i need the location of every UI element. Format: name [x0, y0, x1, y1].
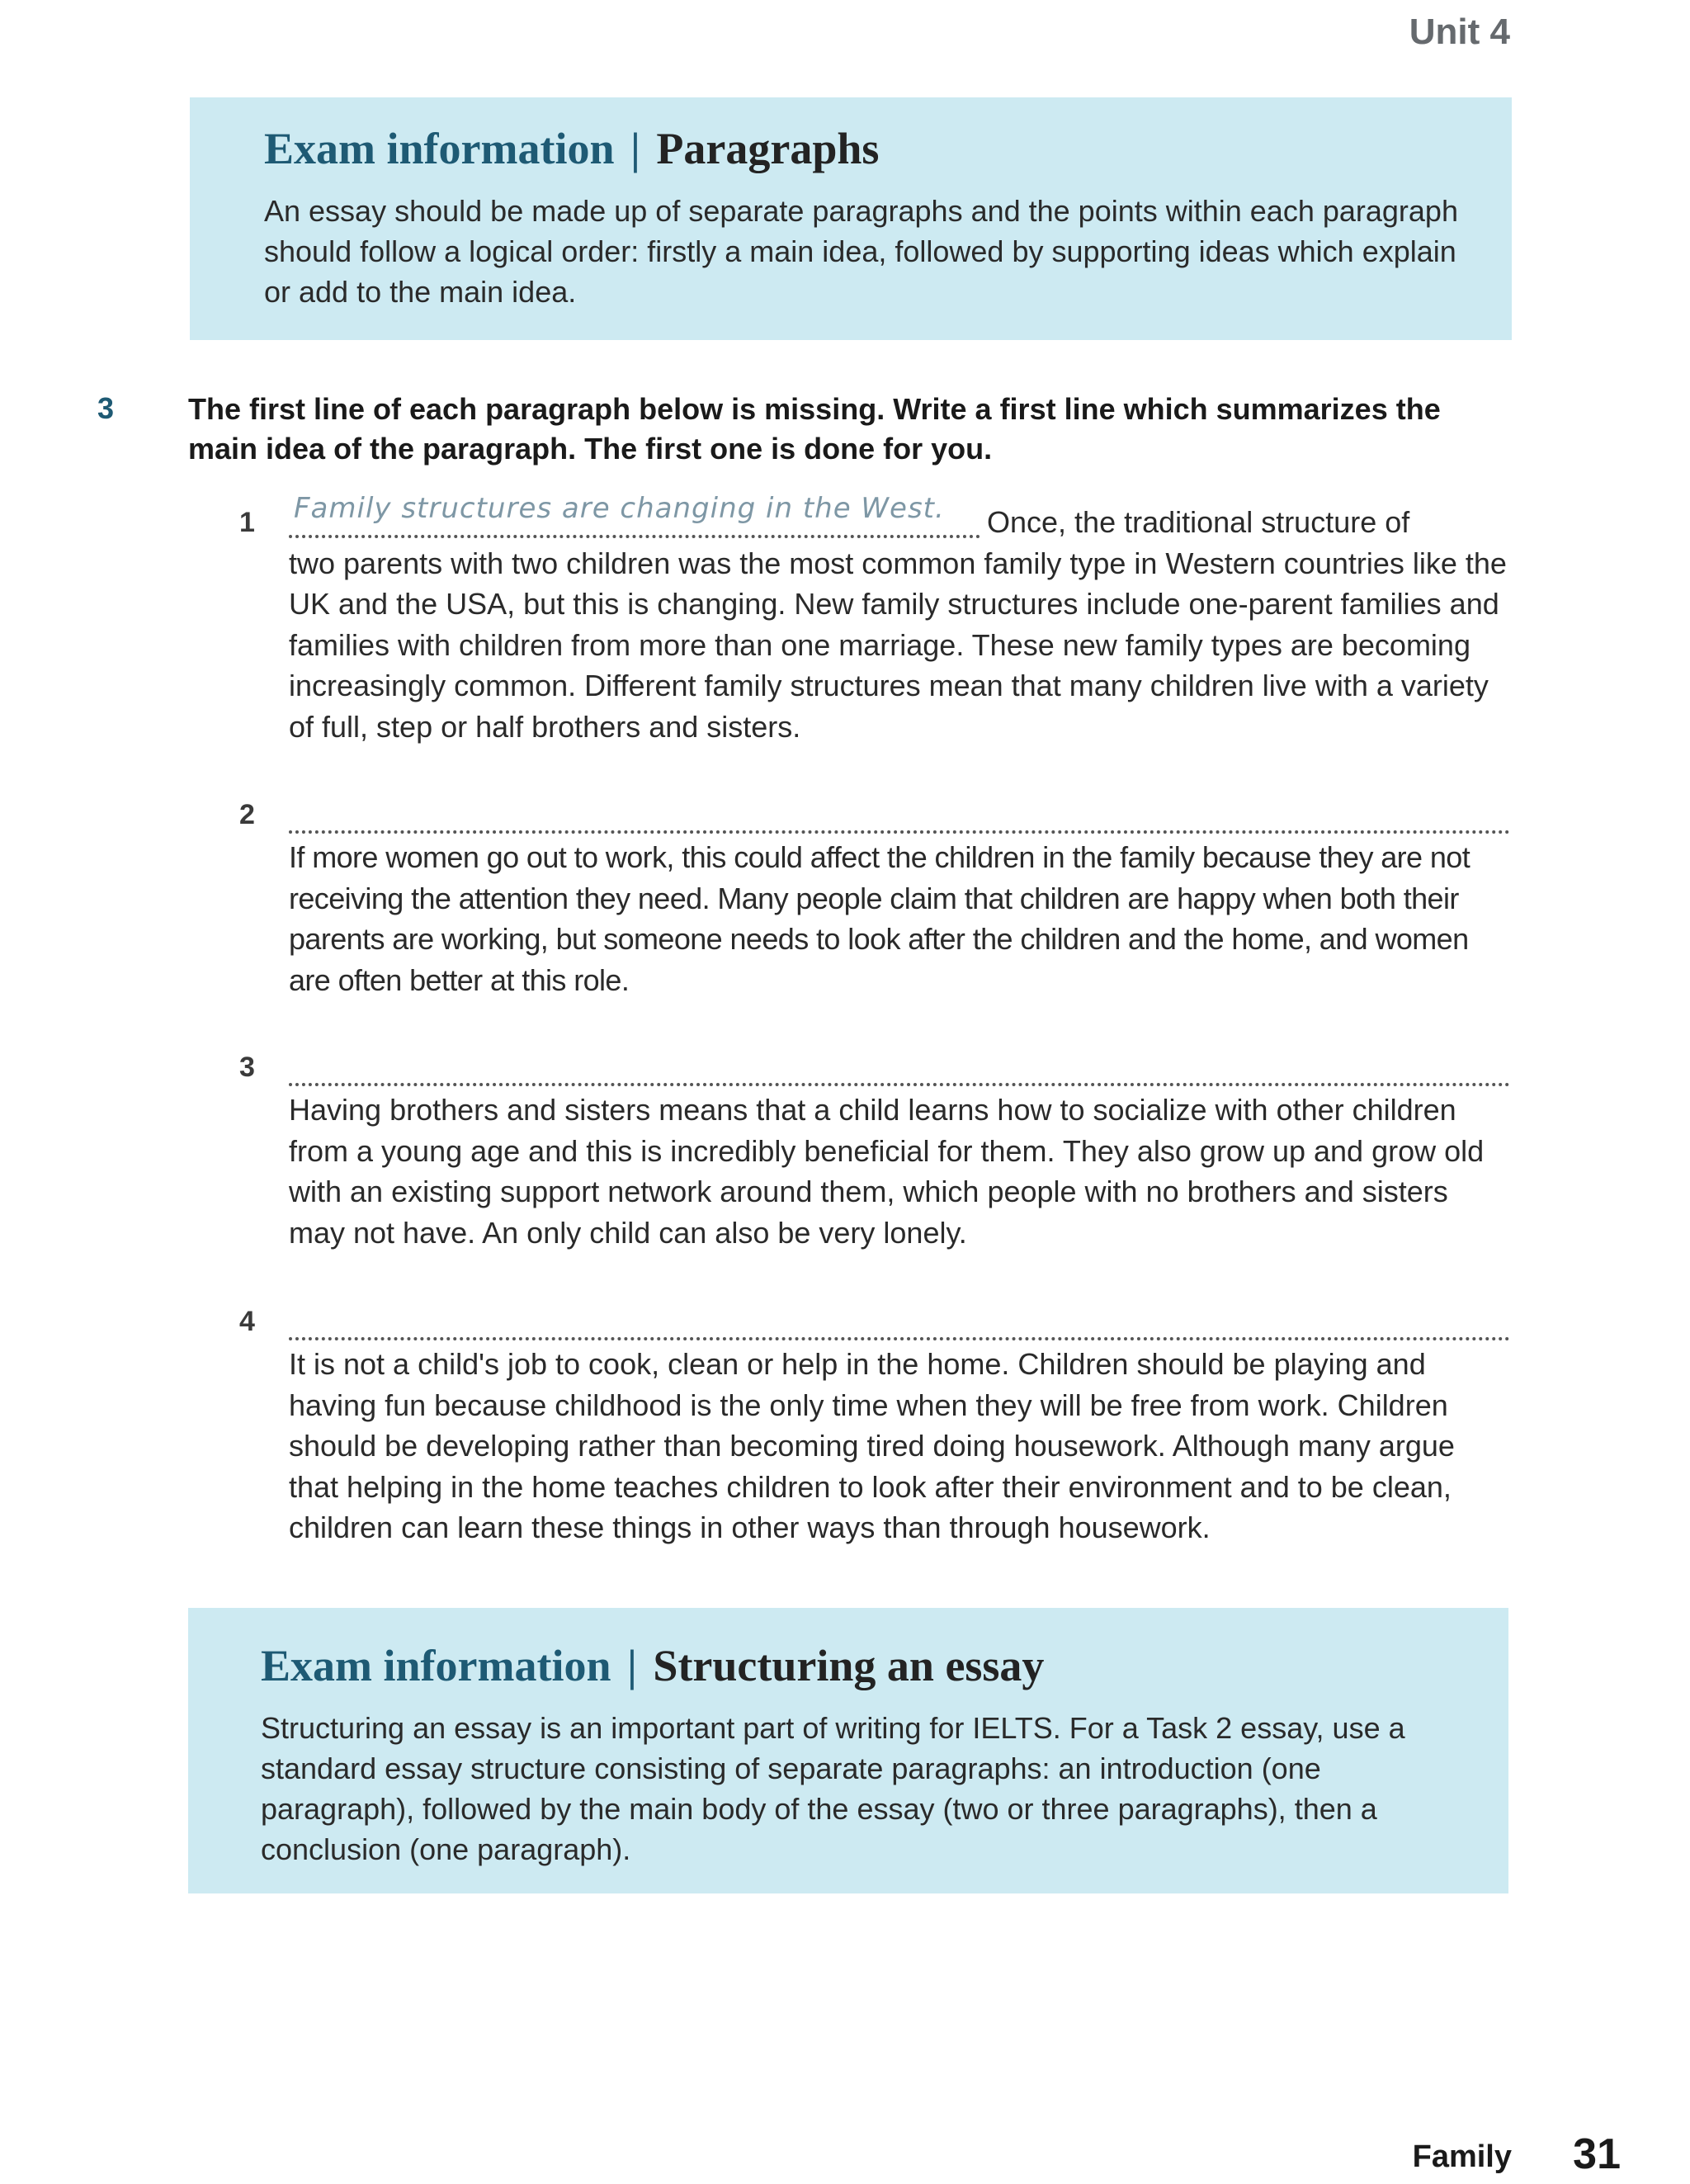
item-text: It is not a child's job to cook, clean or help in the home. Children should be playing and having fun because childhood is the only time when they will be free from work. Children should be developing rather than becoming tired doing housework. Although many argue that helping in the home teaches children to look after their environment and to be clean, children can learn these things in other ways than through housework. — [289, 1347, 1455, 1544]
exam-information-box-structuring — [188, 1608, 1508, 1893]
exercise-number: 3 — [97, 391, 115, 425]
exam-information-topic: Structuring an essay — [653, 1641, 1045, 1690]
handwritten-answer: Family structures are changing in the West. — [294, 492, 945, 525]
answer-field[interactable] — [289, 1045, 1510, 1086]
footer-section-label: Family — [1412, 2139, 1512, 2174]
item-text: two parents with two children was the most common family type in Western countries like the UK and the USA, but this is changing. New family structures include one-parent families and families with children from more than one marriage. These new family types are becoming increasingly common. Different family structures mean that many children live with a variety of full, step or half brothers and sisters. — [289, 546, 1507, 744]
exercise-instruction: The first line of each paragraph below is missing. Write a first line which summarizes the main idea of the paragraph. The first one is done for you. — [188, 392, 1441, 466]
title-separator: | — [627, 1641, 637, 1690]
exam-information-topic: Paragraphs — [656, 124, 880, 173]
exam-information-text: Structuring an essay is an important part of writing for IELTS. For a Task 2 essay, use a standard essay structure consisting of separate paragraphs: an introduction (one paragraph), followed by the main body of the essay (two or three paragraphs), then a conclusion (one paragraph). — [261, 1710, 1405, 1866]
exam-information-heading: Exam information — [261, 1641, 611, 1690]
exam-information-heading: Exam information — [264, 124, 615, 173]
unit-label: Unit 4 — [1409, 12, 1510, 52]
exam-information-title — [264, 122, 1512, 176]
item-number: 1 — [239, 507, 255, 538]
answer-field[interactable] — [289, 792, 1510, 834]
exam-information-box-paragraphs — [190, 97, 1512, 340]
title-separator: | — [630, 124, 640, 173]
first-line — [289, 492, 1510, 543]
item-number: 3 — [239, 1052, 255, 1083]
answer-field[interactable] — [289, 492, 980, 538]
first-line-text: Once, the traditional structure of — [987, 505, 1410, 539]
item-text: Having brothers and sisters means that a child learns how to socialize with other children from a young age and this is incredibly beneficial for them. They also grow up and grow old with an existing support network around them, which people with no brothers and sisters may not have. An only child can also be very lonely. — [289, 1093, 1485, 1250]
item-number: 4 — [239, 1306, 255, 1337]
item-text: If more women go out to work, this could affect the children in the family because they are not receiving the attention they need. Many people claim that children are happy when both their parents are working, but someone needs to look after the children and the home, and women are often better at this role. — [289, 840, 1470, 997]
page-number: 31 — [1573, 2130, 1621, 2178]
item-number: 2 — [239, 799, 255, 830]
answer-field[interactable] — [289, 1299, 1510, 1340]
exam-information-text: An essay should be made up of separate paragraphs and the points within each paragraph should follow a logical order: firstly a main idea, followed by supporting ideas which explain or add to the main idea. — [264, 193, 1458, 309]
exam-information-title — [261, 1639, 1508, 1693]
